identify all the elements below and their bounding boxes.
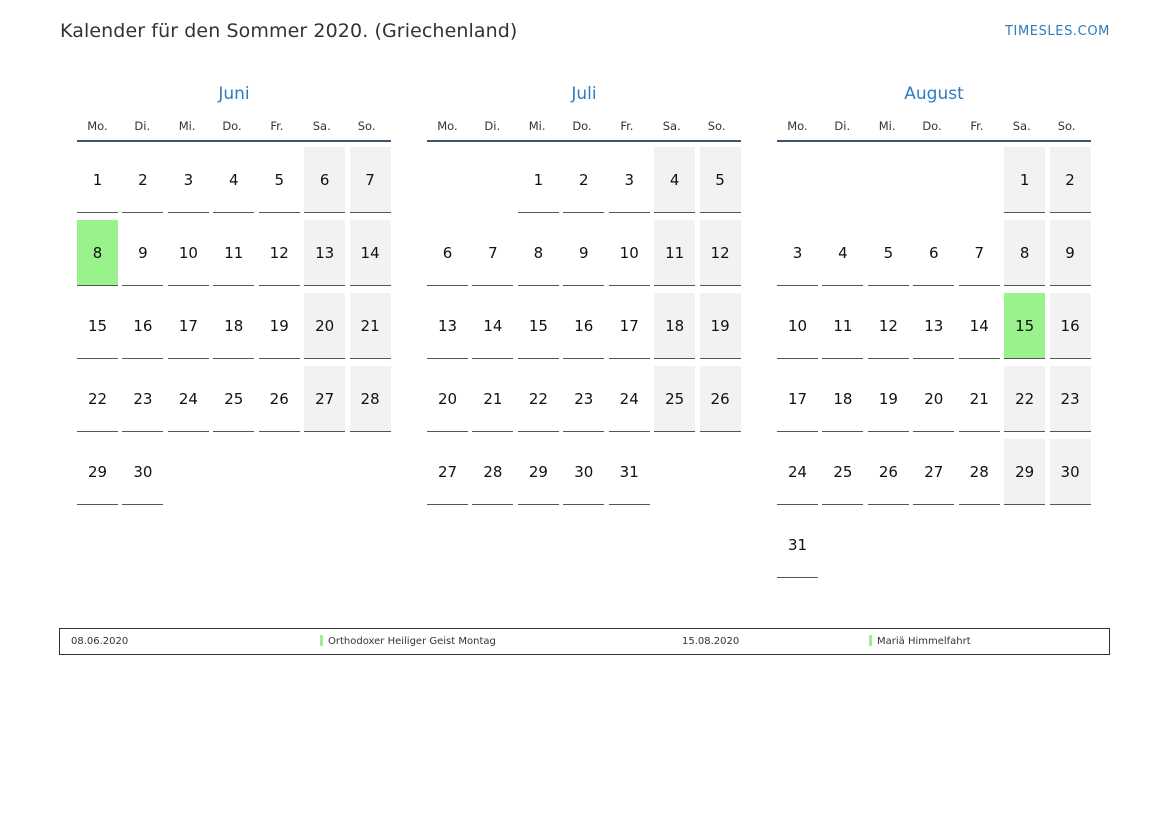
month-name: Juli	[571, 84, 597, 104]
day-cell[interactable]: 26	[700, 366, 741, 432]
weekday-header	[777, 108, 1091, 142]
day-cell[interactable]: 13	[304, 220, 345, 286]
day-cell[interactable]: 25	[654, 366, 695, 432]
day-cell[interactable]: 29	[1004, 439, 1045, 505]
legend-holiday-name: Orthodoxer Heiliger Geist Montag	[328, 636, 496, 647]
day-cell[interactable]: 20	[427, 366, 468, 432]
weekday-label: Mi.	[178, 119, 196, 133]
day-cell[interactable]: 30	[122, 439, 163, 505]
day-cell[interactable]: 30	[1050, 439, 1091, 505]
day-cell[interactable]: 24	[777, 439, 818, 505]
day-cell[interactable]: 2	[563, 147, 604, 213]
day-cell[interactable]: 17	[168, 293, 209, 359]
day-cell[interactable]: 10	[609, 220, 650, 286]
day-cell[interactable]: 23	[1050, 366, 1091, 432]
legend-color-marker	[320, 635, 323, 646]
holiday-legend	[59, 628, 1110, 655]
day-cell[interactable]: 19	[700, 293, 741, 359]
day-cell[interactable]: 16	[1050, 293, 1091, 359]
weekday-label: Do.	[922, 119, 942, 133]
day-cell[interactable]: 2	[1050, 147, 1091, 213]
holiday-day-cell[interactable]: 8	[77, 220, 118, 286]
day-cell[interactable]: 10	[777, 293, 818, 359]
day-cell[interactable]: 8	[1004, 220, 1045, 286]
day-cell[interactable]: 9	[1050, 220, 1091, 286]
day-cell[interactable]: 5	[700, 147, 741, 213]
day-cell[interactable]: 25	[213, 366, 254, 432]
day-cell[interactable]: 29	[77, 439, 118, 505]
weekday-label: So.	[1057, 119, 1076, 133]
day-cell[interactable]: 24	[168, 366, 209, 432]
day-cell[interactable]: 20	[913, 366, 954, 432]
day-cell[interactable]: 19	[868, 366, 909, 432]
day-cell[interactable]: 14	[472, 293, 513, 359]
day-cell[interactable]: 18	[822, 366, 863, 432]
day-grid	[777, 142, 1093, 612]
weekday-label: Di.	[134, 119, 151, 133]
legend-date: 08.06.2020	[71, 636, 129, 647]
month-june	[77, 82, 393, 612]
legend-date: 15.08.2020	[682, 636, 740, 647]
day-cell[interactable]: 5	[259, 147, 300, 213]
day-cell[interactable]: 12	[868, 293, 909, 359]
day-cell[interactable]: 23	[563, 366, 604, 432]
day-cell[interactable]: 12	[700, 220, 741, 286]
day-cell[interactable]: 9	[563, 220, 604, 286]
day-cell[interactable]: 30	[563, 439, 604, 505]
day-cell[interactable]: 21	[472, 366, 513, 432]
weekday-label: Fr.	[970, 119, 984, 133]
legend-color-marker	[869, 635, 872, 646]
day-cell[interactable]: 6	[304, 147, 345, 213]
weekday-label: Mo.	[87, 119, 108, 133]
weekday-label: Mi.	[528, 119, 546, 133]
day-cell[interactable]: 22	[77, 366, 118, 432]
brand-link[interactable]: TIMESLES.COM	[1004, 24, 1110, 39]
weekday-label: Mi.	[878, 119, 896, 133]
weekday-label: Sa.	[662, 119, 681, 133]
day-cell[interactable]: 6	[427, 220, 468, 286]
day-cell[interactable]: 23	[122, 366, 163, 432]
day-cell[interactable]: 17	[609, 293, 650, 359]
day-cell[interactable]: 28	[350, 366, 391, 432]
page-title: Kalender für den Sommer 2020. (Griechenland)	[60, 20, 518, 42]
day-cell[interactable]: 3	[168, 147, 209, 213]
legend-holiday-name: Mariä Himmelfahrt	[877, 636, 971, 647]
day-cell[interactable]: 7	[472, 220, 513, 286]
day-cell[interactable]: 18	[654, 293, 695, 359]
day-cell[interactable]: 6	[913, 220, 954, 286]
weekday-label: Di.	[484, 119, 501, 133]
day-cell[interactable]: 21	[959, 366, 1000, 432]
day-cell[interactable]: 18	[213, 293, 254, 359]
day-cell[interactable]: 19	[259, 293, 300, 359]
day-cell[interactable]: 3	[609, 147, 650, 213]
weekday-label: Do.	[572, 119, 592, 133]
day-cell[interactable]: 1	[518, 147, 559, 213]
day-grid	[427, 142, 743, 612]
weekday-label: Di.	[834, 119, 851, 133]
day-cell[interactable]: 14	[959, 293, 1000, 359]
day-cell[interactable]: 7	[959, 220, 1000, 286]
day-cell[interactable]: 11	[213, 220, 254, 286]
weekday-label: Fr.	[620, 119, 634, 133]
day-cell[interactable]: 15	[518, 293, 559, 359]
day-cell[interactable]: 9	[122, 220, 163, 286]
day-cell[interactable]: 27	[913, 439, 954, 505]
weekday-label: Do.	[222, 119, 242, 133]
weekday-label: So.	[357, 119, 376, 133]
day-cell[interactable]: 21	[350, 293, 391, 359]
day-cell[interactable]: 15	[77, 293, 118, 359]
day-cell[interactable]: 11	[822, 293, 863, 359]
day-cell[interactable]: 12	[259, 220, 300, 286]
day-cell[interactable]: 29	[518, 439, 559, 505]
weekday-label: Sa.	[1012, 119, 1031, 133]
day-cell[interactable]: 3	[777, 220, 818, 286]
weekday-header	[77, 108, 391, 142]
weekday-label: Sa.	[312, 119, 331, 133]
weekday-header	[427, 108, 741, 142]
day-cell[interactable]: 27	[304, 366, 345, 432]
day-cell[interactable]: 10	[168, 220, 209, 286]
day-cell[interactable]: 26	[259, 366, 300, 432]
weekday-label: Fr.	[270, 119, 284, 133]
holiday-day-cell[interactable]: 15	[1004, 293, 1045, 359]
weekday-label: So.	[707, 119, 726, 133]
day-cell[interactable]: 5	[868, 220, 909, 286]
day-grid	[77, 142, 393, 612]
day-cell[interactable]: 14	[350, 220, 391, 286]
day-cell[interactable]: 20	[304, 293, 345, 359]
weekday-label: Mo.	[437, 119, 458, 133]
weekday-label: Mo.	[787, 119, 808, 133]
day-cell[interactable]: 1	[77, 147, 118, 213]
month-name: Juni	[218, 84, 250, 104]
day-cell[interactable]: 7	[350, 147, 391, 213]
day-cell[interactable]: 22	[518, 366, 559, 432]
day-cell[interactable]: 2	[122, 147, 163, 213]
day-cell[interactable]: 24	[609, 366, 650, 432]
day-cell[interactable]: 17	[777, 366, 818, 432]
month-name: August	[904, 84, 964, 104]
month-july	[427, 82, 743, 612]
day-cell[interactable]: 13	[427, 293, 468, 359]
day-cell[interactable]: 25	[822, 439, 863, 505]
day-cell[interactable]: 8	[518, 220, 559, 286]
day-cell[interactable]: 31	[777, 512, 818, 578]
day-cell[interactable]: 26	[868, 439, 909, 505]
day-cell[interactable]: 13	[913, 293, 954, 359]
day-cell[interactable]: 28	[959, 439, 1000, 505]
day-cell[interactable]: 4	[822, 220, 863, 286]
day-cell[interactable]: 16	[122, 293, 163, 359]
day-cell[interactable]: 4	[213, 147, 254, 213]
day-cell[interactable]: 27	[427, 439, 468, 505]
day-cell[interactable]: 28	[472, 439, 513, 505]
day-cell[interactable]: 31	[609, 439, 650, 505]
day-cell[interactable]: 11	[654, 220, 695, 286]
day-cell[interactable]: 1	[1004, 147, 1045, 213]
day-cell[interactable]: 22	[1004, 366, 1045, 432]
month-august	[777, 82, 1093, 612]
day-cell[interactable]: 16	[563, 293, 604, 359]
day-cell[interactable]: 4	[654, 147, 695, 213]
